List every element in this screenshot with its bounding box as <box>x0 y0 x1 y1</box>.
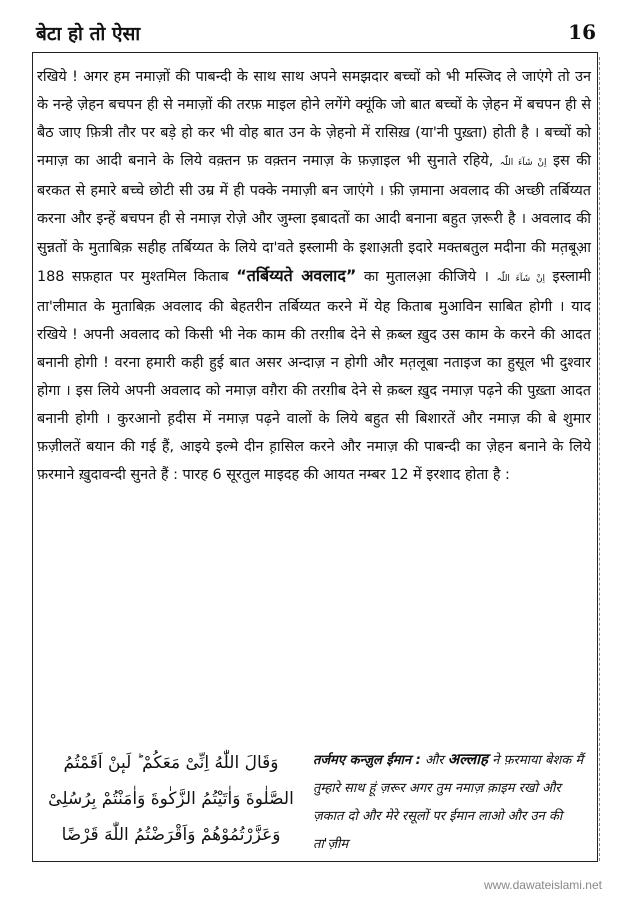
inshallah-inline-2: اِنْ شَآءَ اللّٰہ <box>496 273 546 284</box>
translation-text: ने फ़रमाया बेशक मैं तुम्हारे साथ हूं ज़रूर अगर तुम नमाज़ क़ाइम रखो और ज़कात दो और मेरे रसूलों पर ईमान लाओ और उन की ता'ज़ीम <box>313 753 584 852</box>
quran-section <box>37 741 593 859</box>
body-text-part-1: रखिये ! अगर हम नमाज़ों की पाबन्दी के साथ साथ अपने समझदार बच्चों को भी मस्जिद ले जाएंगे तो उन के नन्हे ज़ेहन बचपन ही से नमाज़ों की तरफ़ माइल होने लगेंगे क्यूंकि जो बात बच्चों के ज़ेहन में बचपन ही से बैठ जाए फ़ित्री तौर पर बड़े हो कर भी वोह बात उन के ज़ेहनो में रासिख़ (या'नी पुख़्ता) होती है । बच्चों को नमाज़ का आदी बनाने के लिये वक़्तन फ़ वक़्तन नमाज़ के फ़ज़ाइल भी सुनाते रहिये, <box>37 69 591 170</box>
body-text-part-2: इस की बरकत से हमारे बच्चे छोटी सी उम्र में ही पक्के नमाज़ी बन जाएंगे । फ़ी ज़माना अवलाद की अच्छी तर्बिय्यत करना और इन्हें बचपन ही से नमाज़ रोज़े और जुम्ला इबादतों का आदी बनाना बहुत ज़रूरी है । अवलाद की सुन्नतों के मुताबिक़ सहीह तर्बिय्यत के लिये दा'वते इस्लामी के इशाअ़ती इदारे मक्तबतुल मदीना की मत़बूआ़ 188 सफ़हात पर मुश्तमिल किताब <box>37 153 591 285</box>
page-number: 16 <box>568 20 596 44</box>
arabic-verse <box>45 745 297 853</box>
arabic-verse-line-1: وَقَالَ اللّٰهُ اِنِّیْ مَعَكُمْ ؕ لَىٕنْ اَقَمْتُمُ <box>63 753 279 773</box>
translation-pre: और <box>425 753 444 768</box>
page-header <box>36 20 596 50</box>
website-url[interactable]: www.dawateislami.net <box>483 878 602 892</box>
translation-label: तर्जमए कन्ज़ुल ईमान : <box>313 753 421 768</box>
arabic-verse-line-2: الصَّلٰوةَ وَاٰتَیْتُمُ الزَّكٰوةَ وَاٰمَنْتُمْ بِرُسُلِیْ <box>48 789 294 809</box>
body-paragraph <box>37 63 591 489</box>
book-name-tarbiyyat: “तर्बिय्यते अवलाद” <box>236 265 357 285</box>
body-text-part-4: इस्लामी ता'लीमात के मुताबिक़ अवलाद की बेहतरीन तर्बिय्यत करने में येह किताब मुआविन साबित होगी । याद रखिये ! अपनी अवलाद को किसी भी नेक काम की तरग़ीब देने से क़ब्ल ख़ुद उस काम के करने की आदत बनानी होगी ! वरना हमारी कही हुई बात असर अन्दाज़ न होगी और मत़लूबा नताइज का हुसूल भी दुश्वार होगा । इस लिये अपनी अवलाद को नमाज़ वग़ैरा की तरग़ीब देने से क़ब्ल ख़ुद नमाज़ पढ़ने की पुख़्ता आदत बनानी होगी । कुरआनो ह़दीस में नमाज़ पढ़ने वालों के लिये बहुत सी बिशारतें और नमाज़ की बे शुमार फ़ज़ीलतें बयान की गई हैं, आइये इल्मे दीन ह़ासिल करने और नमाज़ की पाबन्दी का ज़ेहन बनाने के लिये फ़रमाने ख़ुदावन्दी सुनते हैं : पारह 6 सूरतुल माइदह की आयत नम्बर 12 में इरशाद होता है : <box>37 268 592 484</box>
book-title: बेटा हो तो ऐसा <box>36 23 141 45</box>
body-text-part-3: का मुतालआ़ कीजिये । <box>363 268 489 285</box>
arabic-verse-line-3: وَعَزَّرْتُمُوْهُمْ وَاَقْرَضْتُمُ اللّٰهَ قَرْضًا <box>61 825 281 845</box>
inshallah-inline-1: اِنْ شَآءَ اللّٰہ <box>499 158 547 169</box>
content-frame <box>32 52 598 862</box>
allah-name: अल्लाह <box>447 750 489 768</box>
verse-translation <box>313 745 591 859</box>
